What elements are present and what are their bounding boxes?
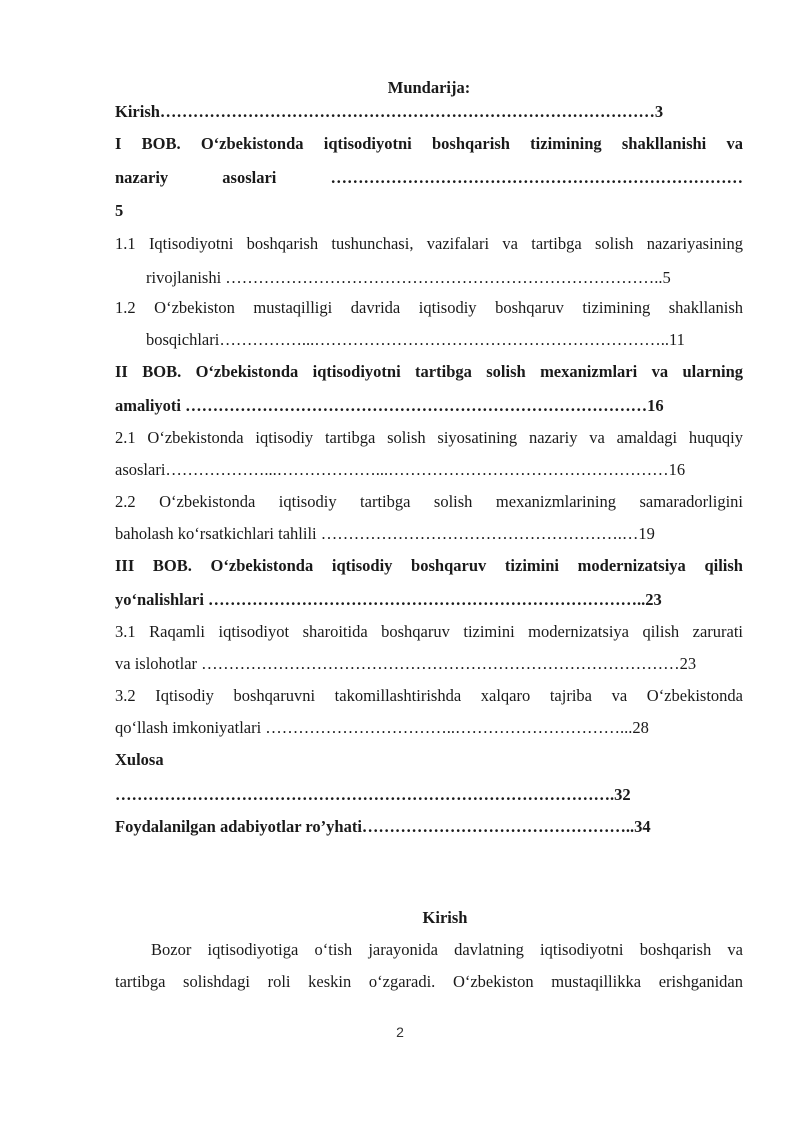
toc-entry-3-1-line1[interactable]: 3.1 Raqamli iqtisodiyot sharoitida boshqaruv tizimini modernizatsiya qilish zarurati bbox=[115, 622, 743, 641]
toc-entry-bob1-line2[interactable]: nazariy asoslari ………………………………………………………………… bbox=[115, 168, 743, 187]
toc-entry-kirish[interactable]: Kirish………………………………………………………………………………3 bbox=[115, 102, 664, 121]
toc-entry-adabiyotlar[interactable]: Foydalanilgan adabiyotlar ro’yhati…………………………………………..34 bbox=[115, 817, 651, 836]
toc-entry-xulosa-leader[interactable]: ……………………………………………………………………………….32 bbox=[115, 785, 631, 804]
toc-entry-2-2-line2[interactable]: baholash ko‘rsatkichlari tahlili ……………………………………………….…19 bbox=[115, 524, 655, 543]
body-paragraph-text-1: Bozor iqtisodiyotiga o‘tish jarayonida davlatning iqtisodiyotni boshqarish va bbox=[151, 940, 743, 959]
toc-entry-bob2-line2[interactable]: amaliyoti …………………………………………………………………………16 bbox=[115, 396, 664, 415]
toc-entry-bob1-page: 5 bbox=[115, 201, 124, 220]
toc-entry-3-2-line2[interactable]: qo‘llash imkoniyatlari ……………………………..…………………………...28 bbox=[115, 718, 649, 737]
toc-entry-bob3-line1[interactable]: III BOB. O‘zbekistonda iqtisodiy boshqaruv tizimini modernizatsiya qilish bbox=[115, 556, 743, 575]
page-number: 2 bbox=[396, 1024, 404, 1040]
toc-entry-2-1-line1[interactable]: 2.1 O‘zbekistonda iqtisodiy tartibga solish siyosatining nazariy va amaldagi huquqiy bbox=[115, 428, 743, 447]
toc-entry-1-1-line2[interactable]: rivojlanishi ……………………………………………………………………..5 bbox=[146, 268, 671, 287]
toc-entry-2-1-line2[interactable]: asoslari………………...………………...……………………………………………16 bbox=[115, 460, 686, 479]
section-heading-kirish: Kirish bbox=[422, 908, 468, 927]
toc-entry-1-2-line2[interactable]: bosqichlari……………...………………………………………………………..11 bbox=[146, 330, 685, 349]
toc-title: Mundarija: bbox=[387, 78, 471, 97]
toc-entry-1-2-line1[interactable]: 1.2 O‘zbekiston mustaqilligi davrida iqtisodiy boshqaruv tizimining shakllanish bbox=[115, 298, 743, 317]
toc-entry-bob1-line1[interactable]: I BOB. O‘zbekistonda iqtisodiyotni boshqarish tizimining shakllanishi va bbox=[115, 134, 743, 153]
toc-entry-3-1-line2[interactable]: va islohotlar ……………………………………………………………………………23 bbox=[115, 654, 697, 673]
toc-entry-3-2-line1[interactable]: 3.2 Iqtisodiy boshqaruvni takomillashtirishda xalqaro tajriba va O‘zbekistonda bbox=[115, 686, 743, 705]
toc-entry-bob3-line2[interactable]: yo‘nalishlari ……………………………………………………………………..23 bbox=[115, 590, 662, 609]
toc-entry-2-2-line1[interactable]: 2.2 O‘zbekistonda iqtisodiy tartibga solish mexanizmlarining samaradorligini bbox=[115, 492, 743, 511]
toc-entry-1-1-line1[interactable]: 1.1 Iqtisodiyotni boshqarish tushunchasi, vazifalari va tartibga solish nazariyasining bbox=[115, 234, 743, 253]
toc-entry-bob2-line1[interactable]: II BOB. O‘zbekistonda iqtisodiyotni tartibga solish mexanizmlari va ularning bbox=[115, 362, 743, 381]
body-paragraph-line1 bbox=[115, 940, 743, 960]
body-paragraph-line2: tartibga solishdagi roli keskin o‘zgaradi. O‘zbekiston mustaqillikka erishganidan bbox=[115, 972, 743, 991]
toc-entry-xulosa-label[interactable]: Xulosa bbox=[115, 750, 164, 769]
